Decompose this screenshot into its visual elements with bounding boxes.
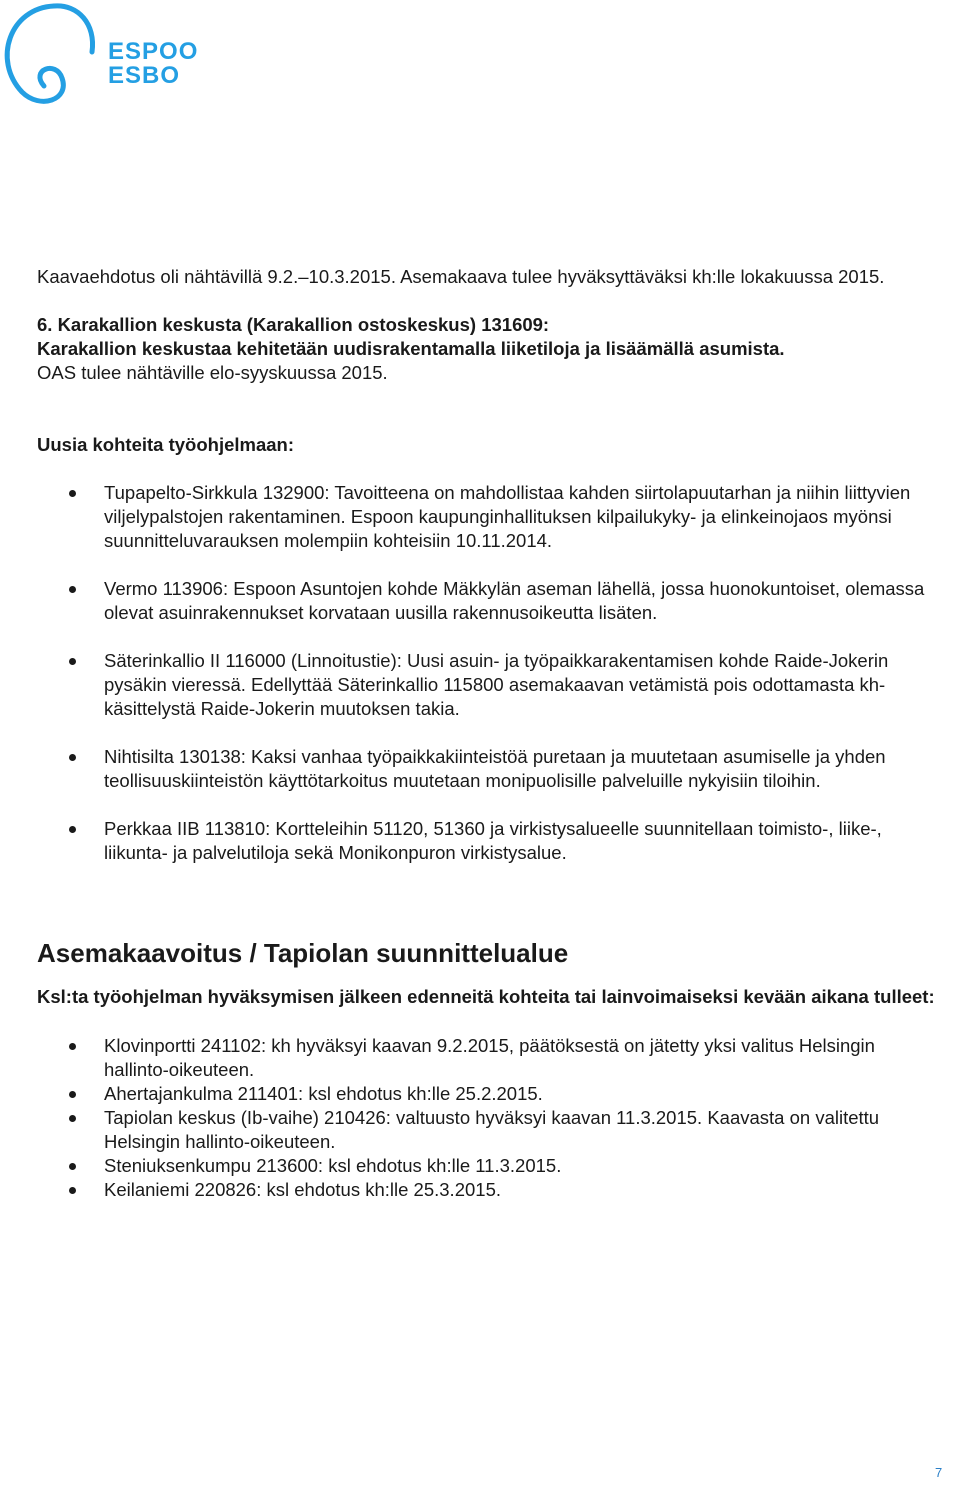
logo-line-espoo: ESPOO — [108, 38, 199, 65]
item6-heading: 6. Karakallion keskusta (Karakallion ostoskeskus) 131609: — [37, 314, 550, 335]
bullet-icon — [69, 754, 76, 761]
espoo-logo — [0, 0, 200, 110]
tapiola-subheading: Ksl:ta työohjelman hyväksymisen jälkeen edenneitä kohteita tai lainvoimaiseksi kevään aikana tulleet: — [37, 986, 935, 1007]
list-item: Tapiolan keskus (Ib-vaihe) 210426: valtuusto hyväksyi kaavan 11.3.2015. Kaavasta on valitettu Helsingin hallinto-oikeuteen. — [37, 1106, 942, 1154]
list-item: Steniuksenkumpu 213600: ksl ehdotus kh:lle 11.3.2015. — [37, 1154, 942, 1178]
document-body — [37, 265, 942, 1202]
bullet-icon — [69, 1163, 76, 1170]
new-items-heading: Uusia kohteita työohjelmaan: — [37, 434, 294, 455]
item6-note: OAS tulee nähtäville elo-syyskuussa 2015. — [37, 362, 388, 383]
page-number: 7 — [935, 1465, 943, 1480]
tapiola-list — [37, 1034, 942, 1202]
bullet-icon — [69, 826, 76, 833]
bullet-icon — [69, 1043, 76, 1050]
logo-wordmark — [108, 40, 198, 88]
bullet-icon — [69, 586, 76, 593]
list-item: Vermo 113906: Espoon Asuntojen kohde Mäkkylän aseman lähellä, jossa huonokuntoiset, olemassa olevat asuinrakennukset korvataan uusilla rakennusoikeutta lisäten. — [37, 577, 942, 625]
bullet-icon — [69, 490, 76, 497]
intro-paragraph: Kaavaehdotus oli nähtävillä 9.2.–10.3.2015. Asemakaava tulee hyväksyttäväksi kh:lle lokakuussa 2015. — [37, 266, 885, 287]
logo-line-esbo: ESBO — [108, 62, 181, 89]
list-item: Perkkaa IIB 113810: Kortteleihin 51120, 51360 ja virkistysalueelle suunnitellaan toimisto-, liike-, liikunta- ja palvelutiloja sekä Monikonpuron virkistysalue. — [37, 817, 942, 865]
bullet-icon — [69, 1115, 76, 1122]
bullet-icon — [69, 1187, 76, 1194]
list-item: Keilaniemi 220826: ksl ehdotus kh:lle 25.3.2015. — [37, 1178, 942, 1202]
bullet-icon — [69, 658, 76, 665]
new-items-list — [37, 481, 942, 865]
section-title: Asemakaavoitus / Tapiolan suunnittelualue — [37, 938, 569, 968]
list-item: Ahertajankulma 211401: ksl ehdotus kh:lle 25.2.2015. — [37, 1082, 942, 1106]
bullet-icon — [69, 1091, 76, 1098]
item6-description: Karakallion keskustaa kehitetään uudisrakentamalla liiketiloja ja lisäämällä asumista. — [37, 338, 785, 359]
list-item: Säterinkallio II 116000 (Linnoitustie): Uusi asuin- ja työpaikkarakentamisen kohde Raide-Jokerin pysäkin vieressä. Edellyttää Säterinkallio 115800 asemakaavan vetämistä pois odottamasta kh-käsittelystä Raide-Jokerin muutoksen takia. — [37, 649, 942, 721]
espoo-swirl-icon — [0, 0, 110, 110]
list-item: Nihtisilta 130138: Kaksi vanhaa työpaikkakiinteistöä puretaan ja muutetaan asumiselle ja yhden teollisuuskiinteistön käyttötarkoitus muutetaan monipuolisille palveluille nykyisiin tiloihin. — [37, 745, 942, 793]
list-item: Klovinportti 241102: kh hyväksyi kaavan 9.2.2015, päätöksestä on jätetty yksi valitus Helsingin hallinto-oikeuteen. — [37, 1034, 942, 1082]
list-item: Tupapelto-Sirkkula 132900: Tavoitteena on mahdollistaa kahden siirtolapuutarhan ja niihin liittyvien viljelypalstojen rakentaminen. Espoon kaupunginhallituksen kilpailukyky- ja elinkeinojaos myönsi suunnitteluvarauksen molempiin kohteisiin 10.11.2014. — [37, 481, 942, 553]
